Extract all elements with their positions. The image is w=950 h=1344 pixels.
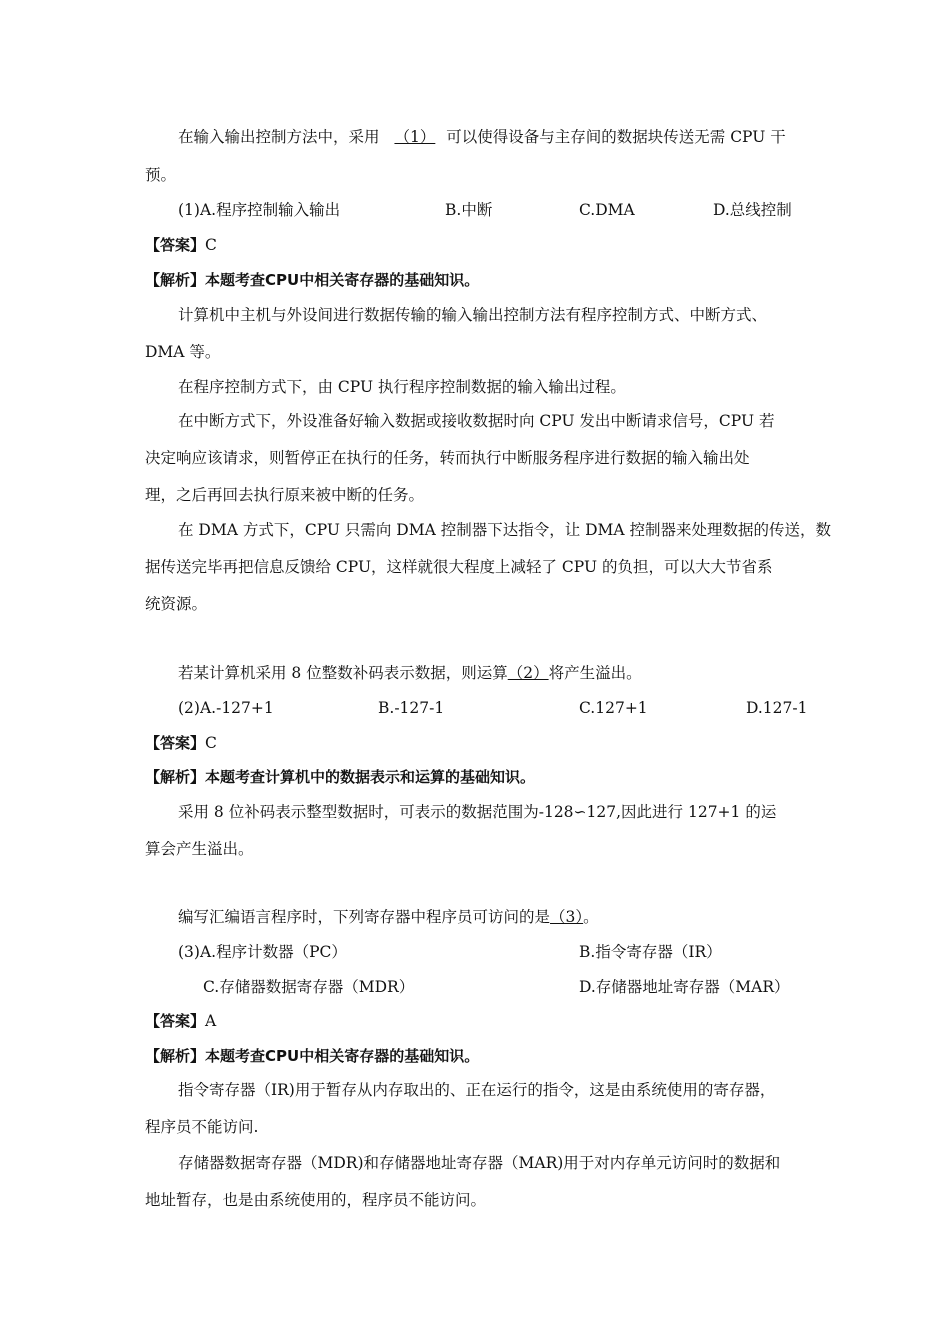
q1-answer [145, 235, 217, 255]
q1-stem-line-2: 预。 [145, 166, 177, 184]
q2-blank: （2） [507, 664, 549, 682]
q1-analysis-line: 理，之后再回去执行原来被中断的任务。 [145, 486, 425, 504]
q1-option-b: B.中断 [445, 201, 493, 219]
q3-analysis-line: 地址暂存，也是由系统使用的，程序员不能访问。 [145, 1191, 487, 1209]
q2-stem-a: 若某计算机采用 8 位整数补码表示数据，则运算 [178, 664, 508, 682]
q2-option-b: B.-127-1 [378, 699, 445, 717]
q1-analysis-line: DMA 等。 [145, 343, 221, 361]
q1-stem-a: 在输入输出控制方法中，采用 [178, 128, 380, 146]
q3-analysis-line: 程序员不能访问. [145, 1118, 259, 1136]
q1-analysis-line: 在 DMA 方式下，CPU 只需向 DMA 控制器下达指令，让 DMA 控制器来处理数据的传送，数 [178, 521, 832, 539]
q1-option-a: (1)A.程序控制输入输出 [178, 201, 341, 219]
answer-label: 【答案】 [145, 1012, 206, 1030]
q3-option-b: B.指令寄存器（IR） [579, 943, 722, 961]
analysis-title: 本题考查计算机中的数据表示和运算的基础知识。 [205, 768, 536, 786]
q2-analysis-line: 采用 8 位补码表示整型数据时，可表示的数据范围为-128∽127,因此进行 127+1 的运 [178, 803, 777, 821]
answer-label: 【答案】 [145, 236, 206, 254]
answer-value: C [205, 734, 217, 752]
answer-label: 【答案】 [145, 734, 206, 752]
q2-analysis-heading [145, 767, 535, 787]
q2-answer [145, 733, 217, 753]
q3-stem-a: 编写汇编语言程序时，下列寄存器中程序员可访问的是 [178, 908, 551, 926]
q3-stem [178, 907, 599, 927]
q3-blank: （3） [550, 908, 584, 926]
analysis-title: 本题考查CPU中相关寄存器的基础知识。 [205, 1047, 480, 1065]
q1-analysis-line: 在程序控制方式下，由 CPU 执行程序控制数据的输入输出过程。 [178, 378, 626, 396]
q1-analysis-line: 在中断方式下，外设准备好输入数据或接收数据时向 CPU 发出中断请求信号，CPU 若 [178, 412, 775, 430]
q3-stem-b: 。 [583, 908, 599, 926]
q2-option-d: D.127-1 [746, 699, 808, 717]
analysis-label: 【解析】 [145, 768, 206, 786]
answer-value: C [205, 236, 217, 254]
q2-option-c: C.127+1 [579, 699, 648, 717]
q1-option-d: D.总线控制 [713, 201, 792, 219]
q3-analysis-line: 指令寄存器（IR)用于暂存从内存取出的、正在运行的指令，这是由系统使用的寄存器， [178, 1081, 776, 1099]
q3-analysis-line: 存储器数据寄存器（MDR)和存储器地址寄存器（MAR)用于对内存单元访问时的数据和 [178, 1154, 781, 1172]
q1-stem-line-1 [178, 127, 786, 147]
q1-stem-b: 可以使得设备与主存间的数据块传送无需 CPU 干 [446, 128, 786, 146]
analysis-label: 【解析】 [145, 271, 206, 289]
q1-analysis-line: 据传送完毕再把信息反馈给 CPU，这样就很大程度上减轻了 CPU 的负担，可以大大节省系 [145, 558, 773, 576]
q1-analysis-line: 计算机中主机与外设间进行数据传输的输入输出控制方法有程序控制方式、中断方式、 [178, 306, 768, 324]
analysis-label: 【解析】 [145, 1047, 206, 1065]
q2-option-a: (2)A.-127+1 [178, 699, 274, 717]
q1-blank: （1） [394, 128, 436, 146]
q2-stem-b: 将产生溢出。 [548, 664, 642, 682]
q3-option-d: D.存储器地址寄存器（MAR） [579, 978, 790, 996]
q3-analysis-heading [145, 1046, 479, 1066]
q1-option-c: C.DMA [579, 201, 635, 219]
q1-analysis-heading [145, 270, 479, 290]
analysis-title: 本题考查CPU中相关寄存器的基础知识。 [205, 271, 480, 289]
q1-analysis-line: 决定响应该请求，则暂停正在执行的任务，转而执行中断服务程序进行数据的输入输出处 [145, 449, 750, 467]
q1-analysis-line: 统资源。 [145, 595, 208, 613]
answer-value: A [205, 1012, 217, 1030]
q2-analysis-line: 算会产生溢出。 [145, 840, 254, 858]
q3-answer [145, 1011, 216, 1031]
q3-option-a: (3)A.程序计数器（PC） [178, 943, 347, 961]
q3-option-c: C.存储器数据寄存器（MDR） [203, 978, 415, 996]
q2-stem [178, 663, 642, 683]
